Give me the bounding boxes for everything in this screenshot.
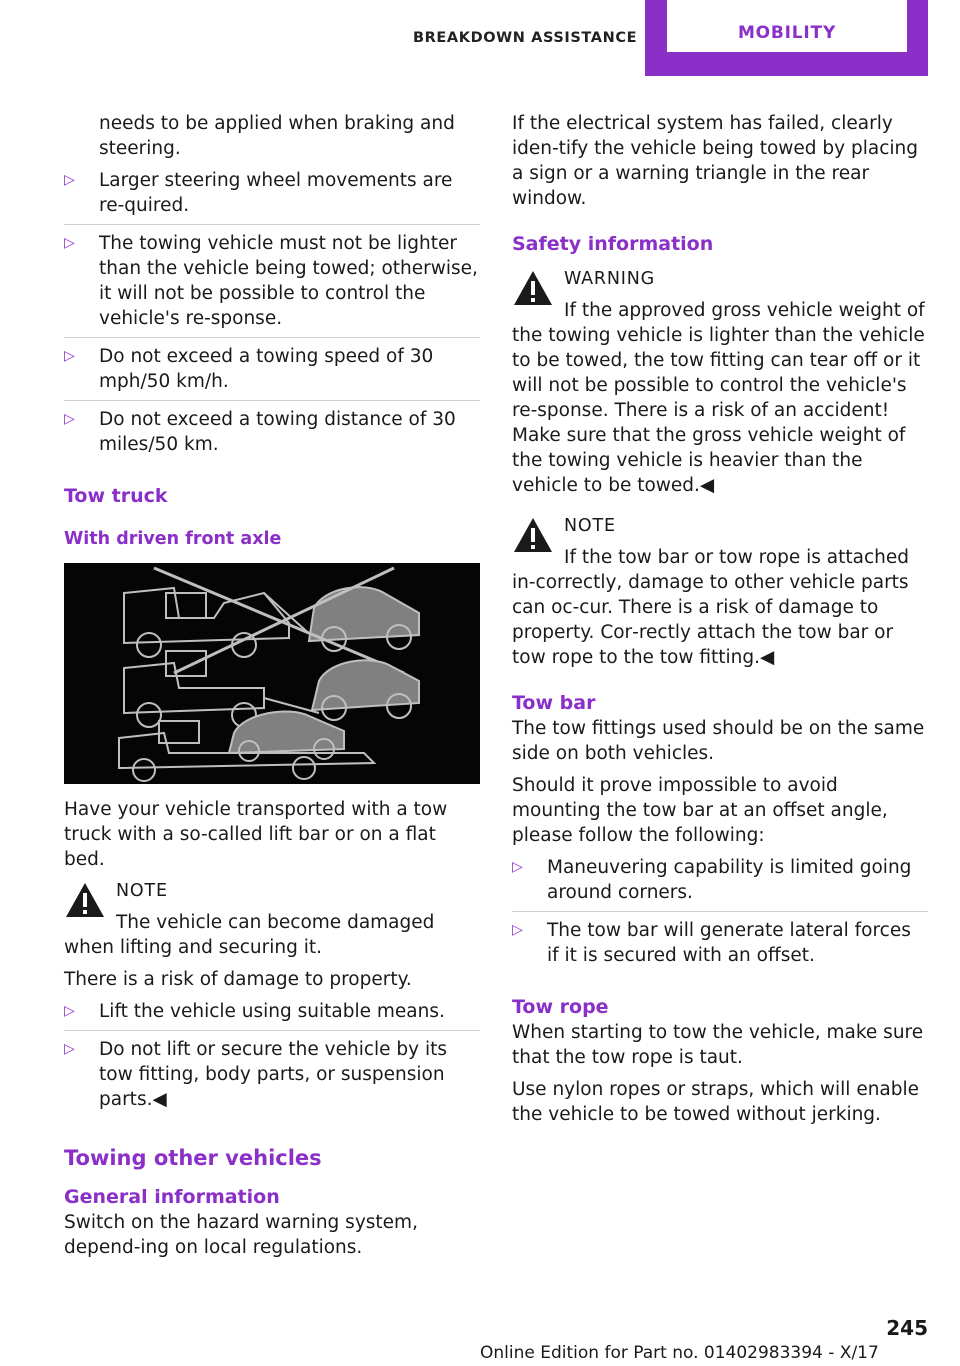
tow-rope-text-1: When starting to tow the vehicle, make sure that the tow rope is taut. [512,1022,924,1068]
bullet-list-1 [64,168,480,463]
list-item: ▷ The tow bar will generate lateral forces if it is secured with an offset. [512,920,911,966]
warning-triangle-icon [512,516,554,554]
list-item: ▷ Do not exceed a towing speed of 30 mph/50 km/h. [64,344,480,401]
general-text: Switch on the hazard warning system, depend‐ing on local regulations. [64,1212,418,1258]
tow-bar-bullets [512,855,928,974]
header-tab-label: MOBILITY [737,23,837,43]
note-block [64,879,480,960]
warning-triangle-icon [64,881,106,919]
list-item: ▷ Do not exceed a towing distance of 30 miles/50 km. [64,409,456,455]
edition-footer: Online Edition for Part no. 01402983394 - X/17 [480,1343,879,1363]
safety-information-heading: Safety information [512,233,714,255]
note-title: NOTE [116,881,168,901]
note-block [512,514,928,670]
transport-text: Have your vehicle transported with a tow truck with a so-called lift bar or on a flat bed. [64,799,448,870]
warning-block [512,267,928,498]
warning-triangle-icon [512,269,554,307]
towing-other-vehicles-heading: Towing other vehicles [64,1146,322,1170]
left-column [64,111,480,1267]
warning-title: WARNING [564,269,655,289]
triangle-bullet-icon: ▷ [64,235,75,251]
tow-rope-heading: Tow rope [512,996,609,1018]
tow-bar-text-1: The tow fittings used should be on the same side on both vehicles. [512,718,925,764]
list-item: ▷ Larger steering wheel movements are re‐quired. [64,168,480,225]
page-number: 245 [886,1316,928,1340]
list-item: ▷ Lift the vehicle using suitable means. [64,999,480,1031]
risk-text: There is a risk of damage to property. [64,969,412,990]
tow-truck-illustration [64,563,480,784]
bullet-list-2 [64,999,480,1118]
triangle-bullet-icon: ▷ [64,1003,75,1019]
intro-text: needs to be applied when braking and steering. [99,113,455,159]
tow-rope-text-2: Use nylon ropes or straps, which will enable the vehicle to be towed without jerking. [512,1079,920,1125]
general-information-heading: General information [64,1186,280,1208]
header-tab [645,0,928,76]
list-item: ▷ Do not lift or secure the vehicle by its tow fitting, body parts, or suspension parts.◀ [64,1039,448,1110]
note-body: The vehicle can become damaged when lifting and securing it. [64,912,435,958]
tow-truck-heading: Tow truck [64,485,168,507]
tow-bar-heading: Tow bar [512,692,596,714]
tow-truck-drawing [64,563,480,784]
right-column [512,111,928,1134]
triangle-bullet-icon: ▷ [64,1041,75,1057]
triangle-bullet-icon: ▷ [64,172,75,188]
note-body: If the tow bar or tow rope is attached in‐correctly, damage to other vehicle parts can oc‐cur. There is a risk of damage to property. Cor‐rectly attach the tow bar or tow rope to the tow fitting.◀ [512,547,910,668]
list-item: ▷ Maneuvering capability is limited going around corners. [512,855,928,912]
triangle-bullet-icon: ▷ [64,411,75,427]
triangle-bullet-icon: ▷ [64,348,75,364]
tow-bar-text-2: Should it prove impossible to avoid mounting the tow bar at an offset angle, please follow the following: [512,775,888,846]
triangle-bullet-icon: ▷ [512,859,523,875]
list-item: ▷ The towing vehicle must not be lighter than the vehicle being towed; otherwise, it will not be possible to control the vehicle's re‐sponse. [64,231,480,338]
header-section-title: BREAKDOWN ASSISTANCE [413,30,638,46]
triangle-bullet-icon: ▷ [512,922,523,938]
electrical-text: If the electrical system has failed, clearly iden‐tify the vehicle being towed by placing a sign or a warning triangle in the rear window. [512,113,918,209]
front-axle-heading: With driven front axle [64,529,282,549]
note-title: NOTE [564,516,616,536]
warning-body: If the approved gross vehicle weight of the towing vehicle is lighter than the vehicle to be towed, the tow fitting can tear off or it will not be possible to control the vehicle's re‐sponse. There is a risk of an accident! Make sure that the gross vehicle weight of the towing vehicle is heavier than the vehicle to be towed.◀ [512,300,925,496]
